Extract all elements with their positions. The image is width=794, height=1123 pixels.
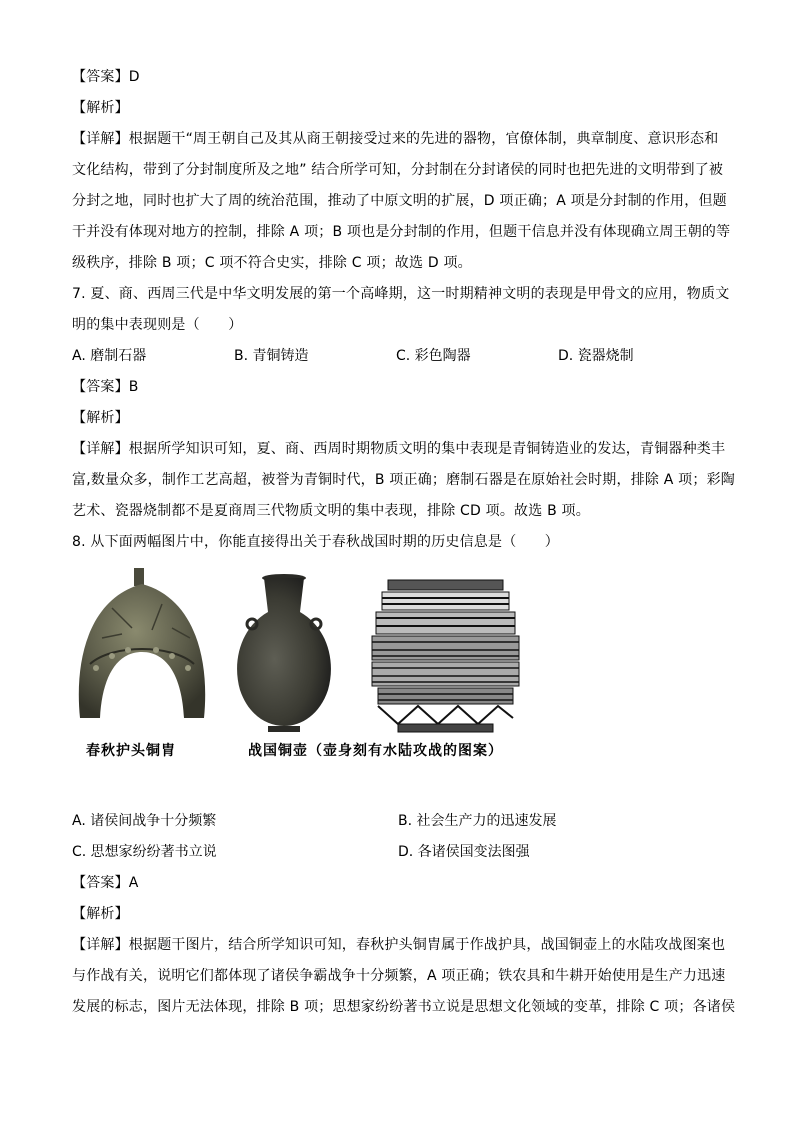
q7-analysis-label: 【解析】 [72,410,129,426]
q7-stem-line: 7. 夏、商、西周三代是中华文明发展的第一个高峰期，这一时期精神文明的表现是甲骨文的应用，物质文 [72,286,730,302]
bronze-vase-image [232,572,337,732]
q7-detail-line: 富,数量众多，制作工艺高超，被誉为青铜时代，B 项正确；磨制石器是在原始社会时期，排除 A 项；彩陶 [72,472,735,488]
q6-detail-line: 文化结构，带到了分封制度所及之地” 结合所学可知，分封制在分封诸侯的同时也把先进的文明带到了被 [72,162,724,178]
q7-option-b: B. 青铜铸造 [234,348,309,364]
vase-caption: 战国铜壶（壶身刻有水陆攻战的图案） [248,743,503,759]
bronze-helmet-image [72,568,212,726]
document-page [72,62,736,1023]
q8-stem: 8. 从下面两幅图片中，你能直接得出关于春秋战国时期的历史信息是（ ） [72,534,560,550]
q6-detail-line: 【详解】根据题干“周王朝自己及其从商王朝接受过来的先进的器物，官僚体制，典章制度、意识形态和 [72,131,719,147]
q8-option-d: D. 各诸侯国变法图强 [398,844,530,860]
q6-analysis-label: 【解析】 [72,100,129,116]
q8-figure [72,562,724,806]
q7-detail-line: 【详解】根据所学知识可知，夏、商、西周时期物质文明的集中表现是青铜铸造业的发达，青铜器种类丰 [72,441,726,457]
q6-detail-line: 级秩序，排除 B 项；C 项不符合史实，排除 C 项；故选 D 项。 [72,255,472,271]
q8-options-row-1 [72,806,724,837]
q7-option-a: A. 磨制石器 [72,348,147,364]
helmet-caption: 春秋护头铜胄 [86,743,176,759]
q8-analysis-label: 【解析】 [72,906,129,922]
q8-detail-line: 与作战有关，说明它们都体现了诸侯争霸战争十分频繁，A 项正确；铁农具和牛耕开始使用是生产力迅速 [72,968,726,984]
q7-detail-line: 艺术、瓷器烧制都不是夏商周三代物质文明的集中表现，排除 CD 项。故选 B 项。 [72,503,590,519]
q6-detail-line: 干并没有体现对地方的控制，排除 A 项；B 项也是分封制的作用，但题干信息并没有体现确立周王朝的等 [72,224,731,240]
q7-answer: 【答案】B [72,379,139,395]
q6-answer: 【答案】D [72,69,140,85]
q7-option-c: C. 彩色陶器 [396,348,471,364]
q8-option-c: C. 思想家纷纷著书立说 [72,844,217,860]
q7-options [72,341,724,372]
q8-answer: 【答案】A [72,875,139,891]
q6-detail-line: 分封之地，同时也扩大了周的统治范围，推动了中原文明的扩展，D 项正确；A 项是分封制的作用，但题 [72,193,727,209]
q7-option-d: D. 瓷器烧制 [558,348,634,364]
q8-detail-line: 【详解】根据题干图片，结合所学知识可知，春秋护头铜胄属于作战护具，战国铜壶上的水陆攻战图案也 [72,937,726,953]
q8-option-a: A. 诸侯间战争十分频繁 [72,813,217,829]
q8-detail-line: 发展的标志，图片无法体现，排除 B 项；思想家纷纷著书立说是思想文化领域的变革，排除 C 项；各诸侯 [72,999,736,1015]
q8-option-b: B. 社会生产力的迅速发展 [398,813,557,829]
q8-options-row-2 [72,837,724,868]
battle-pattern-image [368,578,523,733]
q7-stem-line: 明的集中表现则是（ ） [72,317,243,333]
